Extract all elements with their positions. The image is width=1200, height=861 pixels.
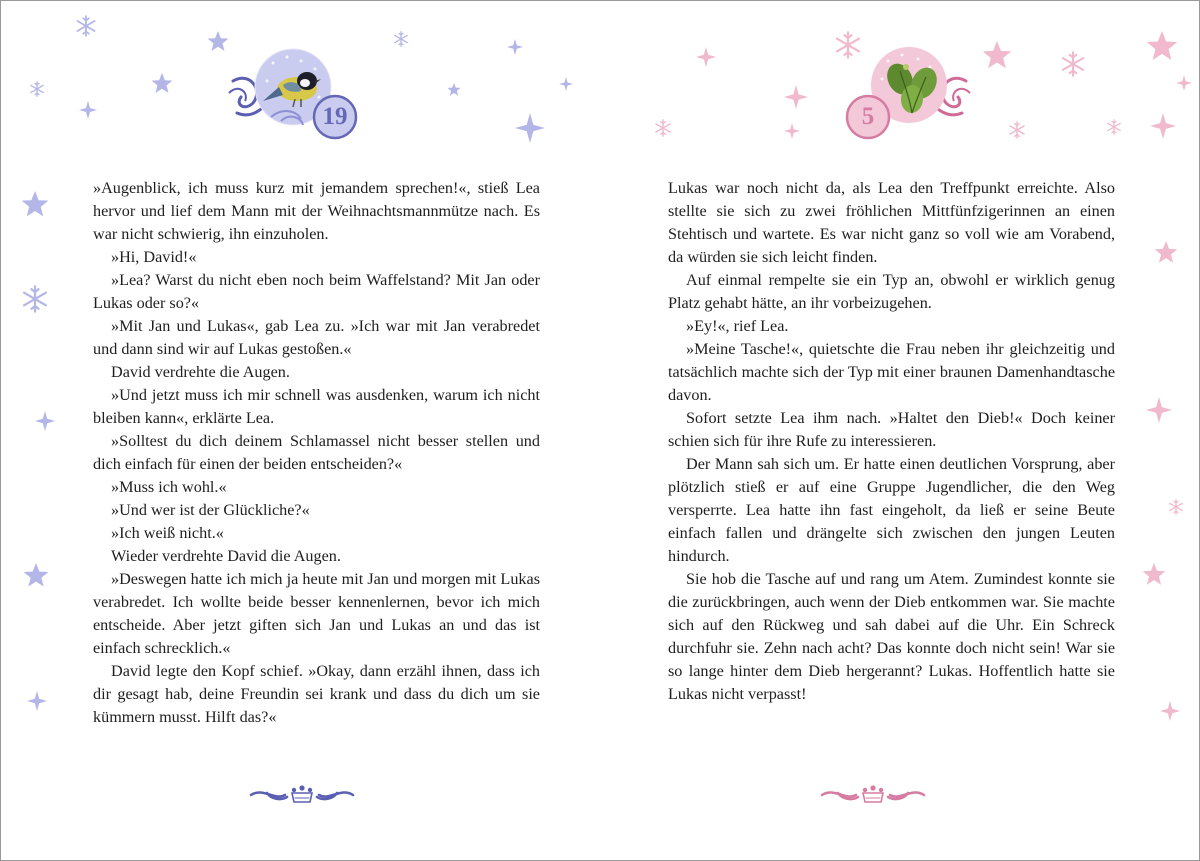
paragraph: »Meine Tasche!«, quietschte die Frau neben ihr gleichzeitig und tatsächlich machte sich der Typ mit einer braunen Damenhandtasche davon.: [668, 340, 1115, 404]
right-page: [600, 1, 1199, 860]
paragraph: Der Mann sah sich um. Er hatte einen deutlichen Vorsprung, aber plötzlich stieß er auf eine Gruppe Jugendlicher, die den Weg versperrte. Lea hatte ihn fast eingeholt, da ließ er seine Beute einfach fallen und drängelte sich zwischen den jungen Leuten hindurch.: [668, 455, 1115, 565]
paragraph: Auf einmal rempelte sie ein Typ an, obwohl er wirklich genug Platz gehabt hätte, an ihr vorbeizugehen.: [668, 271, 1115, 312]
paragraph: Lukas war noch nicht da, als Lea den Treffpunkt erreichte. Also stellte sie sich zu zwei fröhlichen Mittfünfzigerinnen an einen Stehtisch und wartete. Es war nicht ganz so voll wie am Vorabend, da würden sie sich leicht finden.: [668, 179, 1115, 266]
right-ornament-crown-flourish-icon: [822, 785, 924, 802]
left-page-text: [93, 177, 540, 729]
paragraph: »Hi, David!«: [111, 248, 197, 266]
paragraph: »Ich weiß nicht.«: [111, 524, 224, 542]
paragraph: Sofort setzte Lea ihm nach. »Haltet den Dieb!« Doch keiner schien sich für ihre Rufe zu interessieren.: [668, 409, 1115, 450]
left-page: [1, 1, 600, 860]
paragraph: David legte den Kopf schief. »Okay, dann erzähl ihnen, dass ich dir gesagt hab, deine Freundin sei krank und dass du dich um sie kümmern musst. Hilft das?«: [93, 662, 540, 726]
paragraph: »Lea? Warst du nicht eben noch beim Waffelstand? Mit Jan oder Lukas oder so?«: [93, 271, 540, 312]
paragraph: »Muss ich wohl.«: [111, 478, 227, 496]
right-page-text: [668, 177, 1115, 706]
paragraph: »Mit Jan und Lukas«, gab Lea zu. »Ich war mit Jan verabredet und dann sind wir auf Lukas gestoßen.«: [93, 317, 540, 358]
paragraph: »Solltest du dich deinem Schlamassel nicht besser stellen und dich einfach für einen der beiden entscheiden?«: [93, 432, 540, 473]
paragraph: »Und wer ist der Glückliche?«: [111, 501, 310, 519]
left-ornament-crown-flourish-icon: [251, 785, 353, 802]
paragraph: »Augenblick, ich muss kurz mit jemandem sprechen!«, stieß Lea hervor und lief dem Mann mit der Weihnachtsmannmütze nach. Es war nicht schwierig, ihn einzuholen.: [93, 179, 540, 243]
right-page-number: 5: [861, 103, 875, 130]
paragraph: Sie hob die Tasche auf und rang um Atem. Zumindest konnte sie die zurückbringen, auch wenn der Dieb entkommen war. Sie machte sich auf den Rückweg und sah dabei auf die Uhr. Ein Schreck durchfuhr sie. Zehn nach acht? Das konnte doch nicht sein! War sie so lange hinter dem Dieb hergerannt? Lukas. Hoffentlich hatte sie Lukas nicht verpasst!: [668, 570, 1115, 703]
paragraph: »Deswegen hatte ich mich ja heute mit Jan und morgen mit Lukas verabredet. Ich wollte beide besser kennenlernen, bevor ich mich entscheide. Aber jetzt giften sich Jan und Lukas an und das ist einfach schrecklich.«: [93, 570, 540, 657]
paragraph: »Ey!«, rief Lea.: [686, 317, 789, 335]
left-page-number: 19: [322, 103, 348, 130]
paragraph: Wieder verdrehte David die Augen.: [111, 547, 341, 565]
paragraph: David verdrehte die Augen.: [111, 363, 290, 381]
paragraph: »Und jetzt muss ich mir schnell was ausdenken, warum ich nicht bleiben kann«, erklärte Lea.: [93, 386, 540, 427]
